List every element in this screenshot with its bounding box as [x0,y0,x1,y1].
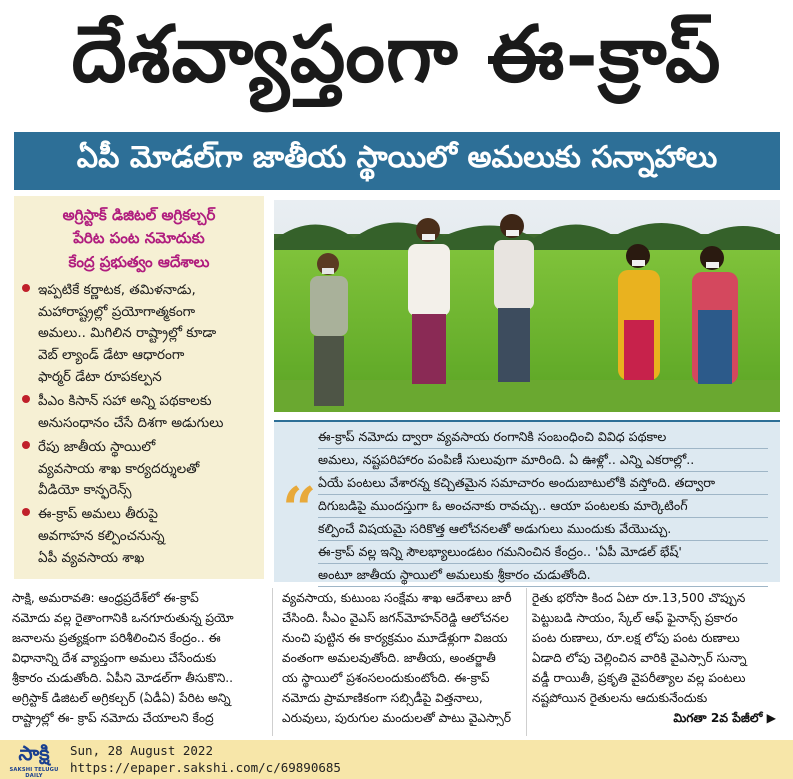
epaper-url[interactable]: https://epaper.sakshi.com/c/69890685 [70,760,341,775]
highlight-bullets [22,280,256,570]
quote-line: ఏయే పంటలు వేశారన్న కచ్చితమైన సమాచారం అందుబాటులోకి వస్తోంది. తద్వారా [318,472,768,495]
bullet-line: వ్యవసాయ శాఖ కార్యదర్శులతో [38,460,200,477]
footer-bar [0,740,793,779]
farmers-in-field-image [274,200,780,412]
quote-line: అమలు, నష్టపరిహారం పంపిణీ సులువుగా మారింది. ఏ ఊళ్లో.. ఎన్ని ఎకరాల్లో.. [318,449,768,472]
article-line: నమోదు ప్రామాణికంగా సబ్సిడీపై విత్తనాలు, [282,691,483,705]
article-line: వ్యవసాయ, కుటుంబ సంక్షేమ శాఖ ఆదేశాలు జారీ [282,591,512,605]
article-line: రాష్ట్రాల్లో ఈ- క్రాప్ నమోదు చేయాలని కేంద్ర [12,711,214,725]
sidebar-title-line: పేరిట పంట నమోదుకు [73,229,205,248]
bullet-line: పీఎం కిసాన్ సహా అన్ని పథకాలకు [38,393,212,410]
quote-mark-icon: “ [282,475,317,545]
highlights-sidebar [14,196,264,579]
article-line: చేసింది. సీఎం వైఎస్ జగన్‌మోహన్‌రెడ్డి ఆలోచనల [282,611,509,625]
article-line: రైతు భరోసా కింద ఏటా రూ.13,500 చొప్పున [532,591,746,605]
quote-line: దిగుబడిపై ముందస్తుగా ఓ అంచనాకు రావచ్చు.. ఆయా పంటలకు మార్కెటింగ్ [318,495,768,518]
article-column-2 [282,588,522,728]
article-line: నుంచి పుట్టిన ఈ కార్యక్రమం మూడేళ్లుగా విజయ [282,631,508,645]
bullet-line: అమలు.. మిగిలిన రాష్ట్రాల్లో కూడా [38,325,217,342]
article-line: వంతంగా అమలవుతోంది. జాతీయ, అంతర్జాతీ [282,651,496,665]
subheadline-banner [14,132,780,190]
article-line: య స్థాయిలో ప్రశంసలందుకుంటోంది. ఈ-క్రాప్ [282,671,490,685]
bullet-line: ఇప్పటికే కర్ణాటక, తమిళనాడు, [38,281,196,298]
highlight-item [22,437,256,503]
article-line: శ్రీకారం చుడుతోంది. ఏపీని మోడల్‌గా తీసుకొని.. [12,671,233,685]
bullet-icon [22,395,30,403]
article-line: పెట్టుబడి సాయం, స్కేల్ ఆఫ్ ఫైనాన్స్ ప్రకారం [532,611,738,625]
article-line: నమోదు వల్ల రైతాంగానికి ఒనగూరుతున్న ప్రయో [12,611,234,625]
bullet-line: మహారాష్ట్రల్లో ప్రయోగాత్మకంగా [38,303,196,320]
quote-line: ఈ-క్రాప్ నమోదు ద్వారా వ్యవసాయ రంగానికి సంబంధించి వివిధ పథకాల [318,426,768,449]
column-divider [272,588,273,736]
bullet-line: వీడియో కాన్ఫరెన్స్ [38,482,132,499]
article-line: వడ్డీ రాయితీ, ప్రకృతి వైపరీత్యాల వల్ల పంటలు [532,671,746,685]
article-column-1 [12,588,264,728]
article-line: విధానాన్ని దేశ వ్యాప్తంగా అమలు చేసేందుకు [12,651,217,665]
bullet-line: ఈ-క్రాప్ అమలు తీరుపై [38,506,158,523]
logo-text: సాక్షి [18,741,50,765]
bullet-icon [22,441,30,449]
article-line: ఎరువులు, పురుగుల మందులతో పాటు వైఎస్సార్ [282,711,512,725]
quote-line: కల్పించే విషయమై సరికొత్త ఆలోచనలతో అడుగులు ముందుకు వేయొచ్చు. [318,518,768,541]
field-photo [274,200,780,412]
subheadline: ఏపీ మోడల్‌గా జాతీయ స్థాయిలో అమలుకు సన్నాహాలు [76,140,718,175]
bullet-line: అనుసంధానం చేసే దిశగా అడుగులు [38,414,224,431]
article-line: ఏడాది లోపు చెల్లించిన వారికి వైఎస్సార్ సున్నా [532,651,747,665]
continued-on-page-link[interactable]: మిగతా 2వ పేజీలో ▶ [673,711,776,725]
article-column-3 [532,588,782,728]
highlight-item [22,280,256,389]
highlight-item [22,391,256,435]
article-line: నష్టపోయిన రైతులను ఆదుకునేందుకు [532,691,708,705]
bullet-line: ఏపీ వ్యవసాయ శాఖ [38,550,145,567]
highlight-item [22,504,256,570]
article-line: సాక్షి, అమరావతి: ఆంధ్రప్రదేశ్‌లో ఈ-క్రాప్ [12,591,199,605]
article-line: అగ్రిస్టాక్ డిజిటల్ అగ్రికల్చర్ (ఏడీఏ) పేరిట అన్ని [12,691,231,705]
bullet-line: వెబ్ ల్యాండ్ డేటా ఆధారంగా [38,347,185,364]
bullet-line: రేపు జాతీయ స్థాయిలో [38,438,156,455]
bullet-icon [22,284,30,292]
article-line: పంట రుణాలు, రూ.లక్ష లోపు పంట రుణాలు [532,631,740,645]
bullet-icon [22,508,30,516]
sidebar-title [24,204,254,274]
logo-subtitle: SAKSHI TELUGU DAILY [9,767,59,779]
pull-quote [274,420,780,582]
sakshi-logo [6,741,62,779]
sidebar-title-line: కేంద్ర ప్రభుత్వం ఆదేశాలు [68,252,210,271]
quote-line: ఈ-క్రాప్ వల్ల ఇన్ని సౌలభ్యాలుండటం గమనించిన కేంద్రం.. 'ఏపీ మోడల్ భేష్' [318,541,768,564]
headline: దేశవ్యాప్తంగా ఈ-క్రాప్ [71,9,722,100]
column-divider [526,588,527,736]
sidebar-title-line: అగ్రిస్టాక్ డిజిటల్ అగ్రికల్చర్ [62,206,216,224]
publication-date: Sun, 28 August 2022 [70,743,213,758]
article-line: జనాలను ప్రత్యక్షంగా పరిశీలించిన కేంద్రం.. ఈ [12,631,221,645]
bullet-line: ఫార్మర్ డేటా రూపకల్పన [38,369,162,386]
quote-line: అంటూ జాతీయ స్థాయిలో అమలుకు శ్రీకారం చుడుతోంది. [318,564,768,587]
bullet-line: అవగాహన కల్పించనున్న [38,528,165,545]
